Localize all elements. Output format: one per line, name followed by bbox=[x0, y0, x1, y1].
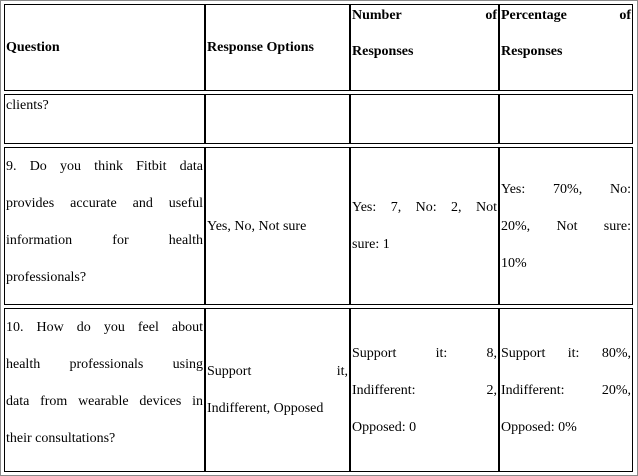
row2-options-text: Yes, No, Not sure bbox=[207, 218, 307, 234]
row1-number bbox=[350, 94, 499, 144]
row2-question-line4: professionals? bbox=[6, 270, 87, 285]
row3-percentage-line2: Indifferent: 20%, bbox=[501, 382, 631, 398]
header-percentage-line1: Percentage of bbox=[501, 8, 631, 23]
row3-number bbox=[350, 308, 499, 472]
row3-question bbox=[4, 308, 205, 472]
row2-question bbox=[4, 147, 205, 305]
row2-percentage-line2: 20%, Not sure: bbox=[501, 218, 631, 234]
row2-percentage-line3: 10% bbox=[501, 255, 527, 271]
row1-question-line1: clients? bbox=[6, 98, 49, 113]
row2-options bbox=[205, 147, 350, 305]
row3-percentage bbox=[499, 308, 633, 472]
row3-options-line2: Indifferent, Opposed bbox=[207, 401, 324, 416]
header-response-options bbox=[205, 4, 350, 91]
row3-question-line1: 10. How do you feel about bbox=[6, 320, 203, 335]
header-number-line2: Responses bbox=[352, 44, 414, 59]
header-question bbox=[4, 4, 205, 91]
row2-number-line1: Yes: 7, No: 2, Not bbox=[352, 200, 497, 215]
row3-percentage-line3: Opposed: 0% bbox=[501, 419, 577, 435]
header-percentage-line2: Responses bbox=[501, 44, 563, 59]
row3-percentage-line1: Support it: 80%, bbox=[501, 345, 631, 361]
row2-percentage bbox=[499, 147, 633, 305]
row1-options bbox=[205, 94, 350, 144]
row2-number bbox=[350, 147, 499, 305]
header-number-line1: Number of bbox=[352, 8, 497, 23]
row3-options bbox=[205, 308, 350, 472]
row2-number-line2: sure: 1 bbox=[352, 237, 390, 252]
row3-options-line1: Support it, bbox=[207, 364, 348, 379]
header-response-options-label: Response Options bbox=[207, 40, 314, 55]
row3-question-line2: health professionals using bbox=[6, 357, 203, 372]
header-question-label: Question bbox=[6, 40, 60, 55]
row3-question-line4: their consultations? bbox=[6, 431, 116, 446]
row3-question-line3: data from wearable devices in bbox=[6, 394, 203, 409]
row2-question-line1: 9. Do you think Fitbit data bbox=[6, 159, 203, 174]
row1-question bbox=[4, 94, 205, 144]
row3-number-line3: Opposed: 0 bbox=[352, 419, 417, 435]
row2-question-line2: provides accurate and useful bbox=[6, 196, 203, 211]
header-number-of-responses bbox=[350, 4, 499, 91]
row2-question-line3: information for health bbox=[6, 233, 203, 248]
row3-number-line2: Indifferent: 2, bbox=[352, 382, 497, 398]
row3-number-line1: Support it: 8, bbox=[352, 345, 497, 361]
row2-percentage-line1: Yes: 70%, No: bbox=[501, 181, 631, 197]
header-percentage-of-responses bbox=[499, 4, 633, 91]
row1-percentage bbox=[499, 94, 633, 144]
